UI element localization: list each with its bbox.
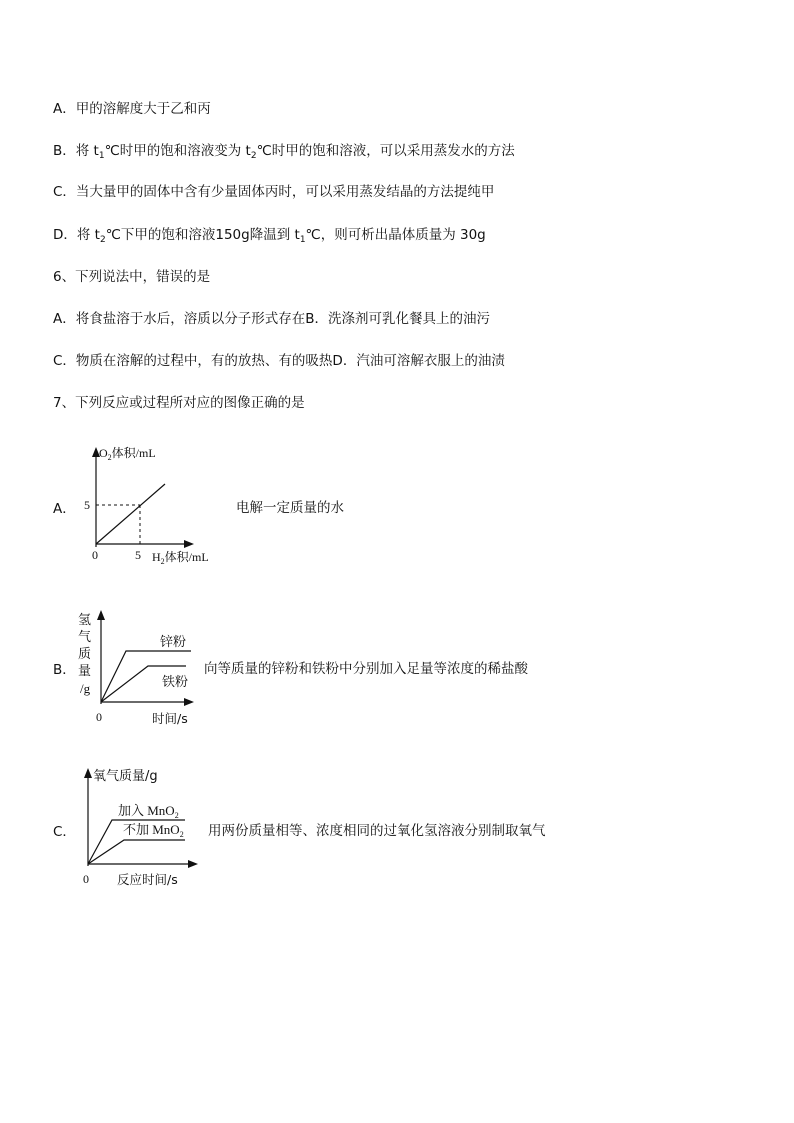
q7-option-a-caption: 电解一定质量的水: [236, 500, 344, 516]
q7-option-a-label: A．: [53, 501, 76, 517]
graph-c-origin: 0: [83, 872, 89, 886]
graph-c-y-label: 氧气质量/g: [93, 769, 158, 784]
graph-a-origin: 0: [92, 548, 98, 562]
graph-b-x-label: 时间/s: [152, 711, 188, 726]
graph-b-origin: 0: [96, 710, 102, 724]
graph-c-without-mno2-series: [88, 840, 185, 864]
graph-b-y-label-char: 质: [78, 647, 92, 662]
graph-b-iron-label: 铁粉: [162, 675, 189, 690]
graph-c-x-label: 反应时间/s: [117, 872, 178, 887]
q5-option-a: A．甲的溶解度大于乙和丙: [53, 101, 211, 117]
q7-option-b-caption: 向等质量的锌粉和铁粉中分别加入足量等浓度的稀盐酸: [204, 661, 528, 677]
graph-b-y-label-char: 量: [78, 664, 92, 679]
graph-b-zinc-label: 锌粉: [160, 635, 187, 650]
graph-b-y-label-char: 氢: [78, 613, 92, 628]
q7-option-b-label: B．: [53, 662, 76, 678]
graph-c-without-mno2-label: 不加 MnO$_2$: [123, 822, 184, 839]
q5-option-c: C．当大量甲的固体中含有少量固体丙时，可以采用蒸发结晶的方法提纯甲: [53, 184, 495, 200]
q7-option-c-label: C．: [53, 824, 76, 840]
graph-b-y-label-char: /g: [80, 681, 91, 696]
graph-b-y-label-char: 气: [78, 630, 92, 645]
graph-a-x-tick: 5: [135, 548, 141, 562]
graph-a-y-label: $O_2$体积/mL: [99, 446, 156, 462]
q6-options-line-1: A．将食盐溶于水后，溶质以分子形式存在B．洗涤剂可乳化餐具上的油污: [53, 311, 490, 327]
graph-a-x-label: $H_2$体积/mL: [152, 550, 209, 566]
q7-stem: 7、下列反应或过程所对应的图像正确的是: [53, 395, 305, 411]
q7-option-c-caption: 用两份质量相等、浓度相同的过氧化氢溶液分别制取氧气: [208, 823, 546, 839]
graph-a-y-tick: 5: [84, 498, 90, 512]
q5-option-b: B．将 $t_1℃$时甲的饱和溶液变为 $t_2℃$时甲的饱和溶液，可以采用蒸发水的方法: [53, 143, 515, 161]
graph-c-with-mno2-label: 加入 MnO$_2$: [118, 803, 179, 820]
q5-option-d: D．将 $t_2℃$下甲的饱和溶液150g降温到 $t_1℃$，则可析出晶体质量为 30g: [53, 227, 486, 245]
q6-stem: 6、下列说法中，错误的是: [53, 269, 211, 285]
q6-options-line-2: C．物质在溶解的过程中，有的放热、有的吸热D．汽油可溶解衣服上的油渍: [53, 353, 505, 369]
